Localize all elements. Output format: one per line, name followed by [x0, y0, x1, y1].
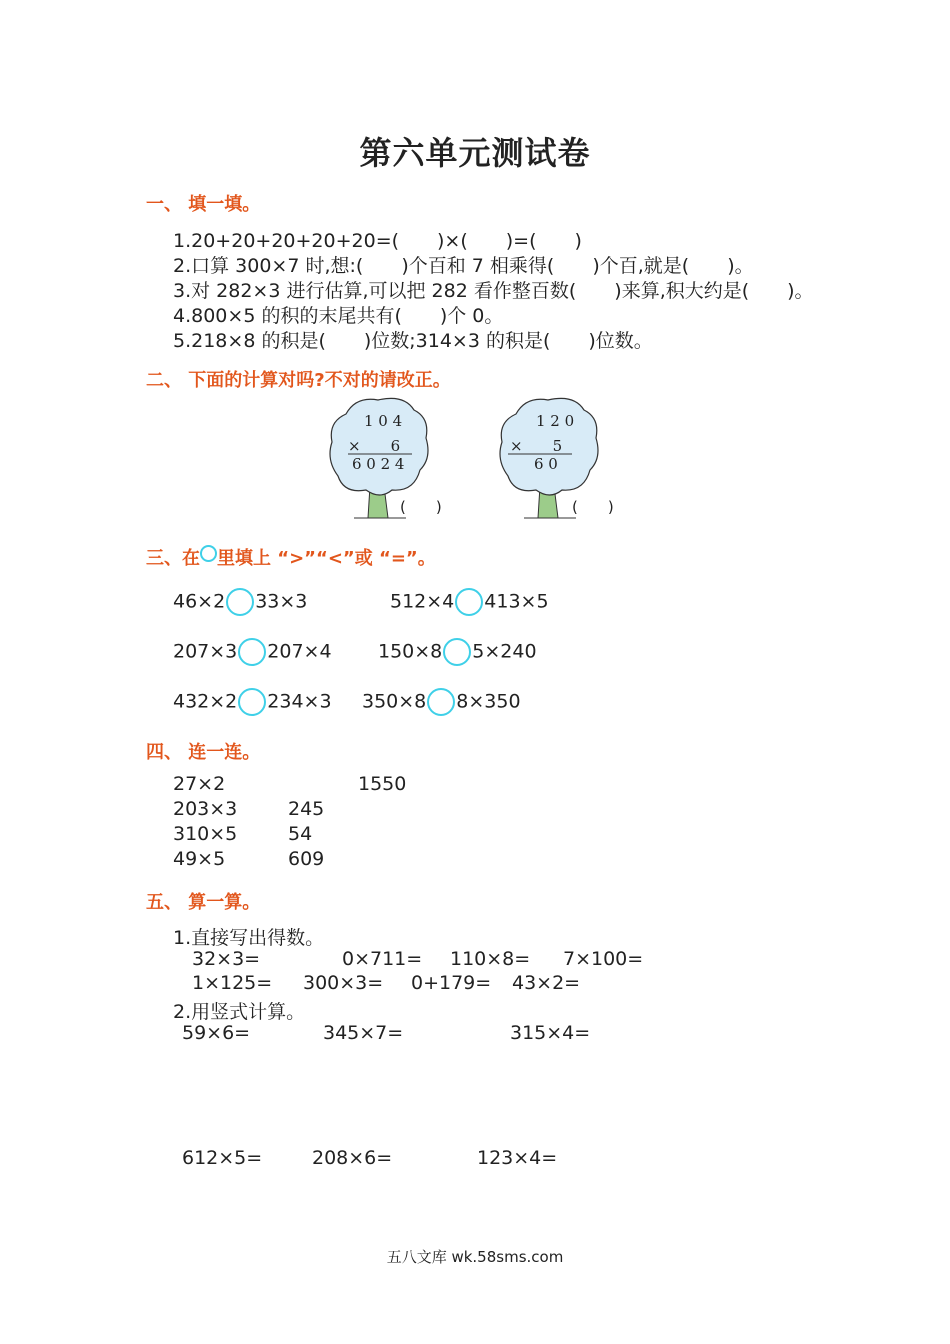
s3-heading-post: 里填上 “>”“<”或 “=”。: [217, 548, 436, 569]
compare-item: [173, 688, 332, 716]
compare-right: 8×350: [456, 690, 521, 713]
tree-2-top: 1 2 0: [536, 412, 575, 430]
oral-calc: 32×3=: [192, 948, 261, 970]
s3-heading-pre: 三、在: [146, 548, 200, 569]
section-5-heading: 五、 算一算。: [146, 892, 261, 913]
vertical-calc: 345×7=: [323, 1022, 404, 1044]
compare-right: 33×3: [255, 590, 308, 613]
section-1-heading: 一、 填一填。: [146, 194, 261, 215]
page-title: 第六单元测试卷: [359, 134, 591, 172]
compare-item: [173, 588, 307, 616]
compare-right: 207×4: [267, 640, 332, 663]
compare-right: 5×240: [472, 640, 537, 663]
tree-2-mult: × 5: [510, 437, 563, 455]
section-3-heading: [146, 544, 436, 570]
compare-left: 207×3: [173, 640, 238, 663]
s1-item-3: 3.对 282×3 进行估算,可以把 282 看作整百数( )来算,积大约是( )。: [173, 280, 814, 302]
vertical-calc: 612×5=: [182, 1147, 263, 1169]
section-2-heading: 二、 下面的计算对吗?不对的请改正。: [146, 370, 451, 391]
oral-calc: 300×3=: [303, 972, 384, 994]
compare-left: 150×8: [378, 640, 443, 663]
compare-right: 413×5: [484, 590, 549, 613]
oral-calc: 110×8=: [450, 948, 531, 970]
oral-calc: 7×100=: [563, 948, 644, 970]
compare-left: 350×8: [362, 690, 427, 713]
match-right-item[interactable]: 1550: [358, 773, 407, 795]
s1-item-1: 1.20+20+20+20+20=( )×( )=( ): [173, 230, 582, 252]
s5-sub1: 1.直接写出得数。: [173, 927, 325, 949]
compare-item: [390, 588, 549, 616]
answer-circle[interactable]: [455, 588, 483, 616]
match-left-item[interactable]: 27×2: [173, 773, 226, 795]
tree-2-result: 6 0: [534, 455, 558, 473]
vertical-calc: 59×6=: [182, 1022, 251, 1044]
oral-calc: 1×125=: [192, 972, 273, 994]
compare-left: 46×2: [173, 590, 226, 613]
match-right-item[interactable]: 54: [288, 823, 313, 845]
vertical-calc: 123×4=: [477, 1147, 558, 1169]
match-right-item[interactable]: 609: [288, 848, 325, 870]
s1-item-2: 2.口算 300×7 时,想:( )个百和 7 相乘得( )个百,就是( )。: [173, 255, 754, 277]
answer-circle[interactable]: [427, 688, 455, 716]
section-4-heading: 四、 连一连。: [146, 742, 261, 763]
match-left-item[interactable]: 310×5: [173, 823, 238, 845]
match-left-item[interactable]: 49×5: [173, 848, 226, 870]
match-left-item[interactable]: 203×3: [173, 798, 238, 820]
answer-circle[interactable]: [238, 638, 266, 666]
compare-left: 512×4: [390, 590, 455, 613]
footer-watermark: 五八文库 wk.58sms.com: [386, 1248, 564, 1266]
oral-calc: 0+179=: [411, 972, 492, 994]
vertical-calc: 208×6=: [312, 1147, 393, 1169]
tree-1-answer-paren: ( ): [400, 498, 442, 516]
s1-item-5: 5.218×8 的积是( )位数;314×3 的积是( )位数。: [173, 330, 653, 352]
s5-sub2: 2.用竖式计算。: [173, 1001, 306, 1023]
tree-2-answer-paren: ( ): [572, 498, 614, 516]
answer-circle[interactable]: [238, 688, 266, 716]
compare-item: [362, 688, 521, 716]
answer-circle[interactable]: [226, 588, 254, 616]
tree-1-top: 1 0 4: [364, 412, 403, 430]
compare-right: 234×3: [267, 690, 332, 713]
s1-item-4: 4.800×5 的积的末尾共有( )个 0。: [173, 305, 504, 327]
vertical-calc: 315×4=: [510, 1022, 591, 1044]
match-right-item[interactable]: 245: [288, 798, 325, 820]
tree-1-result: 6 0 2 4: [352, 455, 405, 473]
answer-circle[interactable]: [443, 638, 471, 666]
oral-calc: 43×2=: [512, 972, 581, 994]
oral-calc: 0×711=: [342, 948, 423, 970]
compare-left: 432×2: [173, 690, 238, 713]
tree-1-mult: × 6: [348, 437, 401, 455]
circle-icon: [200, 545, 217, 562]
compare-item: [378, 638, 537, 666]
compare-item: [173, 638, 332, 666]
